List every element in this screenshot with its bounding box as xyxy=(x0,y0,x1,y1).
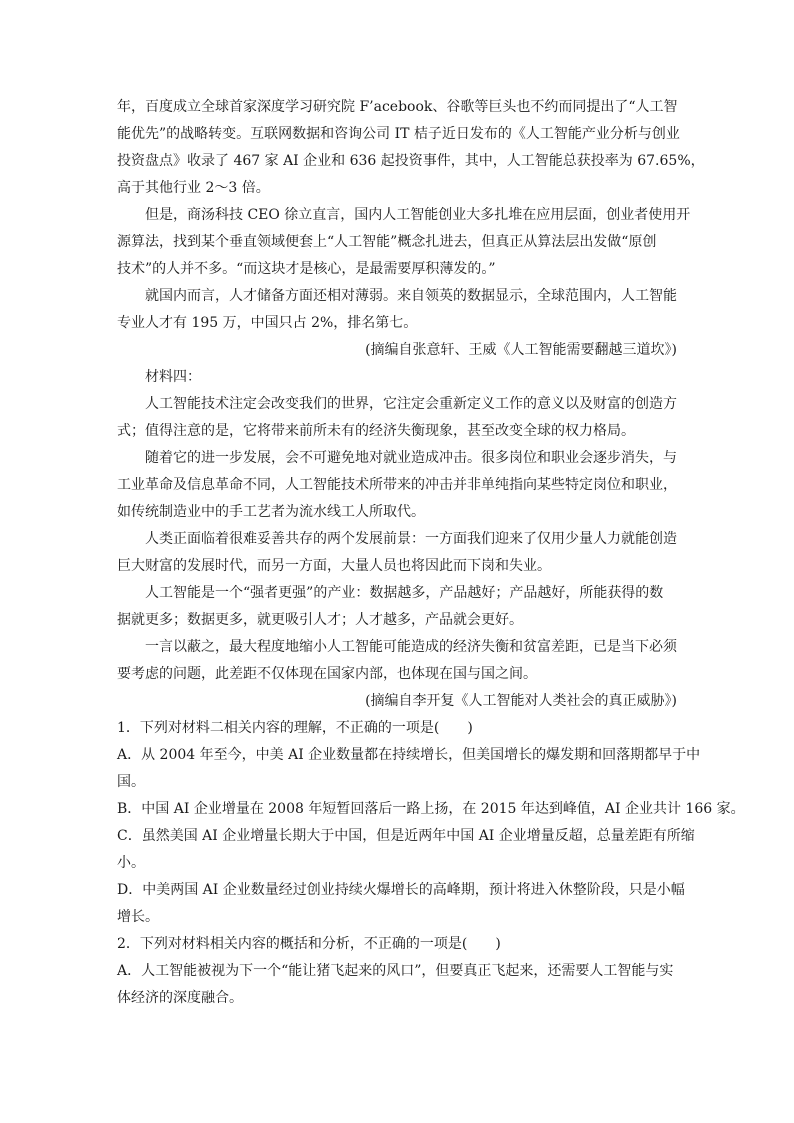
text-line: 巨大财富的发展时代，而另一方面，大量人员也将因此而下岗和失业。 xyxy=(117,558,551,574)
text-line: 人工智能技术注定会改变我们的世界，它注定会重新定义工作的意义以及财富的创造方 xyxy=(145,396,677,412)
text-line: 但是，商汤科技 CEO 徐立直言，国内人工智能创业大多扎堆在应用层面，创业者使用开 xyxy=(145,207,691,223)
source-citation: (摘编自张意轩、王威《人工智能需要翻越三道坎》) xyxy=(365,342,677,358)
text-line: 年，百度成立全球首家深度学习研究院 F’acebook、谷歌等巨头也不约而同提出了“人工智 xyxy=(117,99,678,115)
text-line: 专业人才有 195 万，中国只占 2%，排名第七。 xyxy=(117,315,418,331)
text-line: 如传统制造业中的手工艺者为流水线工人所取代。 xyxy=(117,504,425,520)
text-line: 要考虑的问题，此差距不仅体现在国家内部，也体现在国与国之间。 xyxy=(117,666,537,682)
text-line: A．人工智能被视为下一个“能让猪飞起来的风口”，但要真正飞起来，还需要人工智能与实 xyxy=(117,963,674,979)
text-line: 技术”的人并不多。“而这块才是核心，是最需要厚积薄发的。” xyxy=(117,261,496,277)
document-body xyxy=(117,94,745,1012)
text-line: 人类正面临着很难妥善共存的两个发展前景：一方面我们迎来了仅用少量人力就能创造 xyxy=(145,531,677,547)
text-line: 投资盘点》收录了 467 家 AI 企业和 636 起投资事件，其中，人工智能总获投率为 67.65%， xyxy=(117,153,705,169)
text-line: 高于其他行业 2～3 倍。 xyxy=(117,180,270,196)
text-line: 增长。 xyxy=(117,909,159,925)
text-line: C．虽然美国 AI 企业增量长期大于中国，但是近两年中国 AI 企业增量反超，总量差距有所缩 xyxy=(117,828,695,844)
text-line: 随着它的进一步发展，会不可避免地对就业造成冲击。很多岗位和职业会逐步消失，与 xyxy=(145,450,677,466)
text-line: 式；值得注意的是，它将带来前所未有的经济失衡现象，甚至改变全球的权力格局。 xyxy=(117,423,635,439)
text-line: D．中美两国 AI 企业数量经过创业持续火爆增长的高峰期，预计将进入休整阶段，只是小幅 xyxy=(117,882,685,898)
text-line: 人工智能是一个“强者更强”的产业：数据越多，产品越好；产品越好，所能获得的数 xyxy=(145,585,664,601)
text-line: 工业革命及信息革命不同，人工智能技术所带来的冲击并非单纯指向某些特定岗位和职业， xyxy=(117,477,677,493)
text-line: A．从 2004 年至今，中美 AI 企业数量都在持续增长，但美国增长的爆发期和回落期都早于中 xyxy=(117,747,701,763)
text-line: 源算法，找到某个垂直领域便套上“人工智能”概念扎进去，但真正从算法层出发做“原创 xyxy=(117,234,657,250)
source-citation: (摘编自李开复《人工智能对人类社会的真正威胁》) xyxy=(365,693,677,709)
text-line: 材料四： xyxy=(145,369,201,385)
text-line: B．中国 AI 企业增量在 2008 年短暂回落后一路上扬，在 2015 年达到峰值，AI 企业共计 166 家。 xyxy=(117,801,745,817)
text-line: 体经济的深度融合。 xyxy=(117,990,243,1006)
text-line: 就国内而言，人才储备方面还相对薄弱。来自领英的数据显示，全球范围内，人工智能 xyxy=(145,288,677,304)
text-line: 国。 xyxy=(117,774,145,790)
text-line: 据就更多；数据更多，就更吸引人才；人才越多，产品就会更好。 xyxy=(117,612,523,628)
text-line: 2．下列对材料相关内容的概括和分析，不正确的一项是( ) xyxy=(117,936,501,952)
text-line: 小。 xyxy=(117,855,145,871)
text-line: 能优先”的战略转变。互联网数据和咨询公司 IT 桔子近日发布的《人工智能产业分析与创业 xyxy=(117,126,680,142)
text-line: 1．下列对材料二相关内容的理解，不正确的一项是( ) xyxy=(117,720,473,736)
text-line: 一言以蔽之，最大程度地缩小人工智能可能造成的经济失衡和贫富差距，已是当下必须 xyxy=(145,639,677,655)
